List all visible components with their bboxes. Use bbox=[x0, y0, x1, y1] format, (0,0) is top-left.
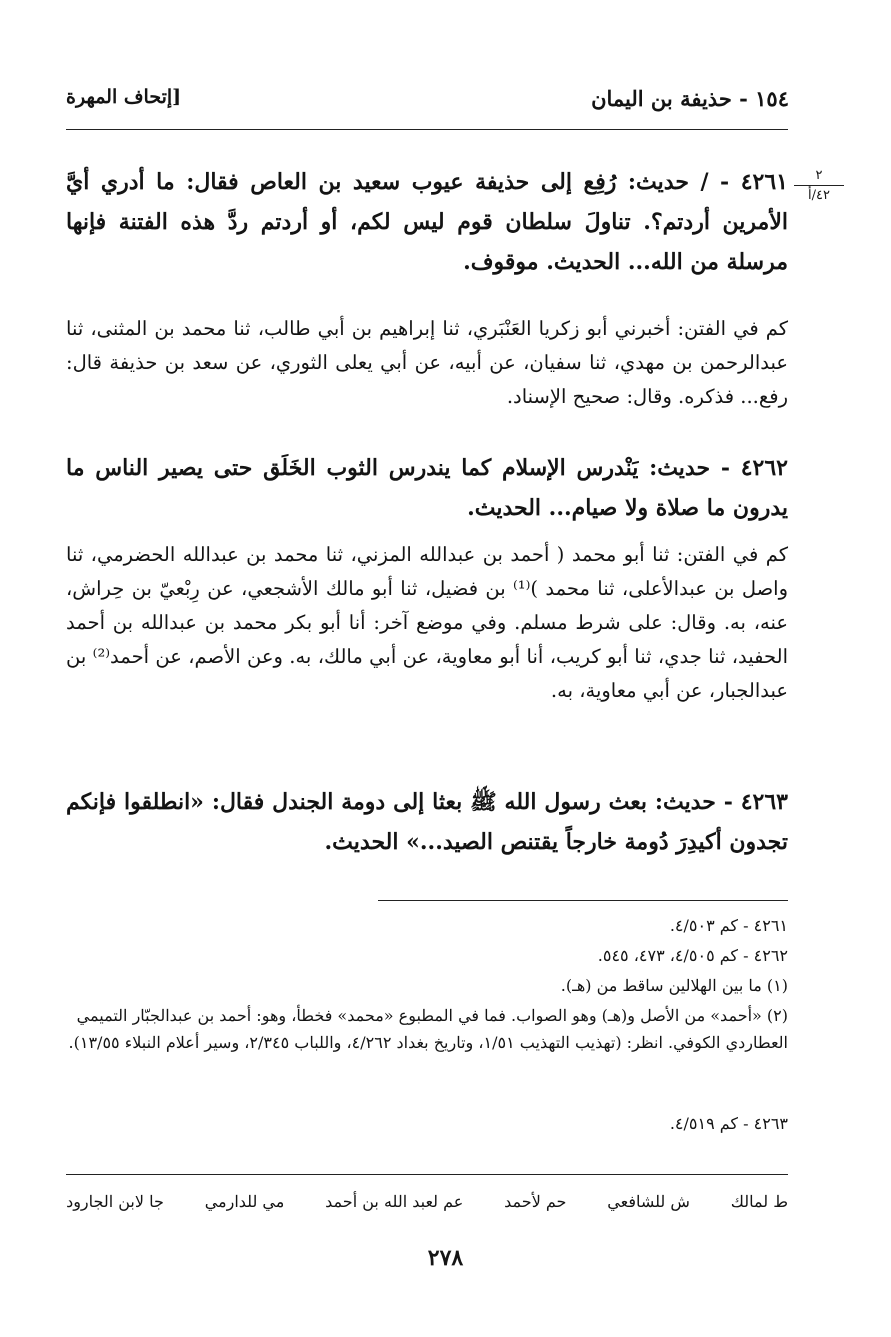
margin-manuscript-ref bbox=[794, 168, 844, 203]
header-rule bbox=[66, 129, 788, 130]
footnote-1: (١) ما بين الهلالين ساقط من (هـ). bbox=[560, 976, 788, 995]
abbr-shafii: ش للشافعي bbox=[607, 1192, 690, 1211]
abbr-darimi: مي للدارمي bbox=[204, 1192, 285, 1211]
abbr-abdullah: عم لعبد الله بن أحمد bbox=[325, 1192, 464, 1211]
margin-note-divider bbox=[794, 185, 844, 186]
header-book-title: [إتحاف المهرة bbox=[66, 86, 182, 108]
footnote-2: (٢) «أحمد» من الأصل و(هـ) وهو الصواب. فما في المطبوع «محمد» فخطأ، وهو: أحمد بن عبدالجبّار التميمي العطاردي الكوفي. انظر: (تهذيب التهذيب ١/٥١، وتاريخ بغداد ٤/٢٦٢، واللباب ٢/٣٤٥، وسير أعلام النبلاء ١٣/٥٥). bbox=[68, 1006, 788, 1052]
footnote-ref-4263: ٤٢٦٣ - كم ٤/٥١٩. bbox=[669, 1114, 788, 1133]
isnad-4261: كم في الفتن: أخبرني أبو زكريا العَنْبَري، ثنا إبراهيم بن أبي طالب، ثنا محمد بن المثنى، ثنا عبدالرحمن بن مهدي، ثنا سفيان، عن أبيه، عن أبي يعلى الثوري، عن سعد بن حذيفة قال: رفع... فذكره. وقال: صحيح الإسناد. bbox=[66, 317, 788, 408]
page-number: ٢٧٨ bbox=[427, 1245, 464, 1271]
hadith-4263: ٤٢٦٣ - حديث: بعث رسول الله ﷺ بعثا إلى دومة الجندل فقال: «انطلقوا فإنكم تجدون أكيدِرَ دُومة خارجاً يقتنص الصيد...» الحديث. bbox=[66, 789, 788, 855]
isnad-4262: كم في الفتن: ثنا أبو محمد ( أحمد بن عبدالله المزني، ثنا محمد بن عبدالله الحضرمي، ثنا واصل بن عبدالأعلى، ثنا محمد )⁽¹⁾ بن فضيل، ثنا أبو مالك الأشجعي، عن رِبْعيّ بن حِراش، عنه، به. وقال: على شرط مسلم. وفي موضع آخر: أنا أبو بكر محمد بن عبدالله بن أحمد الحفيد، ثنا جدي، ثنا أبو كريب، أنا أبو معاوية، عن أبي مالك، به. وعن الأصم، عن أحمد⁽²⁾ بن عبدالجبار، عن أبي معاوية، به. bbox=[66, 543, 788, 702]
abbr-jarud: جا لابن الجارود bbox=[66, 1192, 164, 1211]
abbr-ahmad: حم لأحمد bbox=[504, 1192, 567, 1211]
footnote-rule bbox=[378, 900, 788, 901]
footnote-ref-4262: ٤٢٦٢ - كم ٤/٥٠٥، ٤٧٣، ٥٤٥. bbox=[597, 946, 788, 965]
abbr-malik: ط لمالك bbox=[730, 1192, 788, 1211]
abbreviation-key bbox=[66, 1192, 788, 1211]
hadith-4262: ٤٢٦٢ - حديث: يَنْدرس الإسلام كما يندرس الثوب الخَلَق حتى يصير الناس ما يدرون ما صلاة ولا صيام... الحديث. bbox=[66, 455, 788, 521]
header-chapter-title: ١٥٤ - حذيفة بن اليمان bbox=[591, 86, 789, 111]
abbreviation-rule bbox=[66, 1174, 788, 1175]
footnote-ref-4261: ٤٢٦١ - كم ٤/٥٠٣. bbox=[669, 916, 788, 935]
hadith-4261: ٤٢٦١ - / حديث: رُفِع إلى حذيفة عيوب سعيد بن العاص فقال: ما أدري أيَّ الأمرين أردتم؟. تناولَ سلطان قوم ليس لكم، أو أردتم ردَّ هذه الفتنة فإنها مرسلة من الله... الحديث. موقوف. bbox=[66, 169, 788, 275]
margin-note-bottom: ٤٢/أ bbox=[808, 188, 830, 203]
margin-note-top: ٢ bbox=[815, 168, 823, 183]
